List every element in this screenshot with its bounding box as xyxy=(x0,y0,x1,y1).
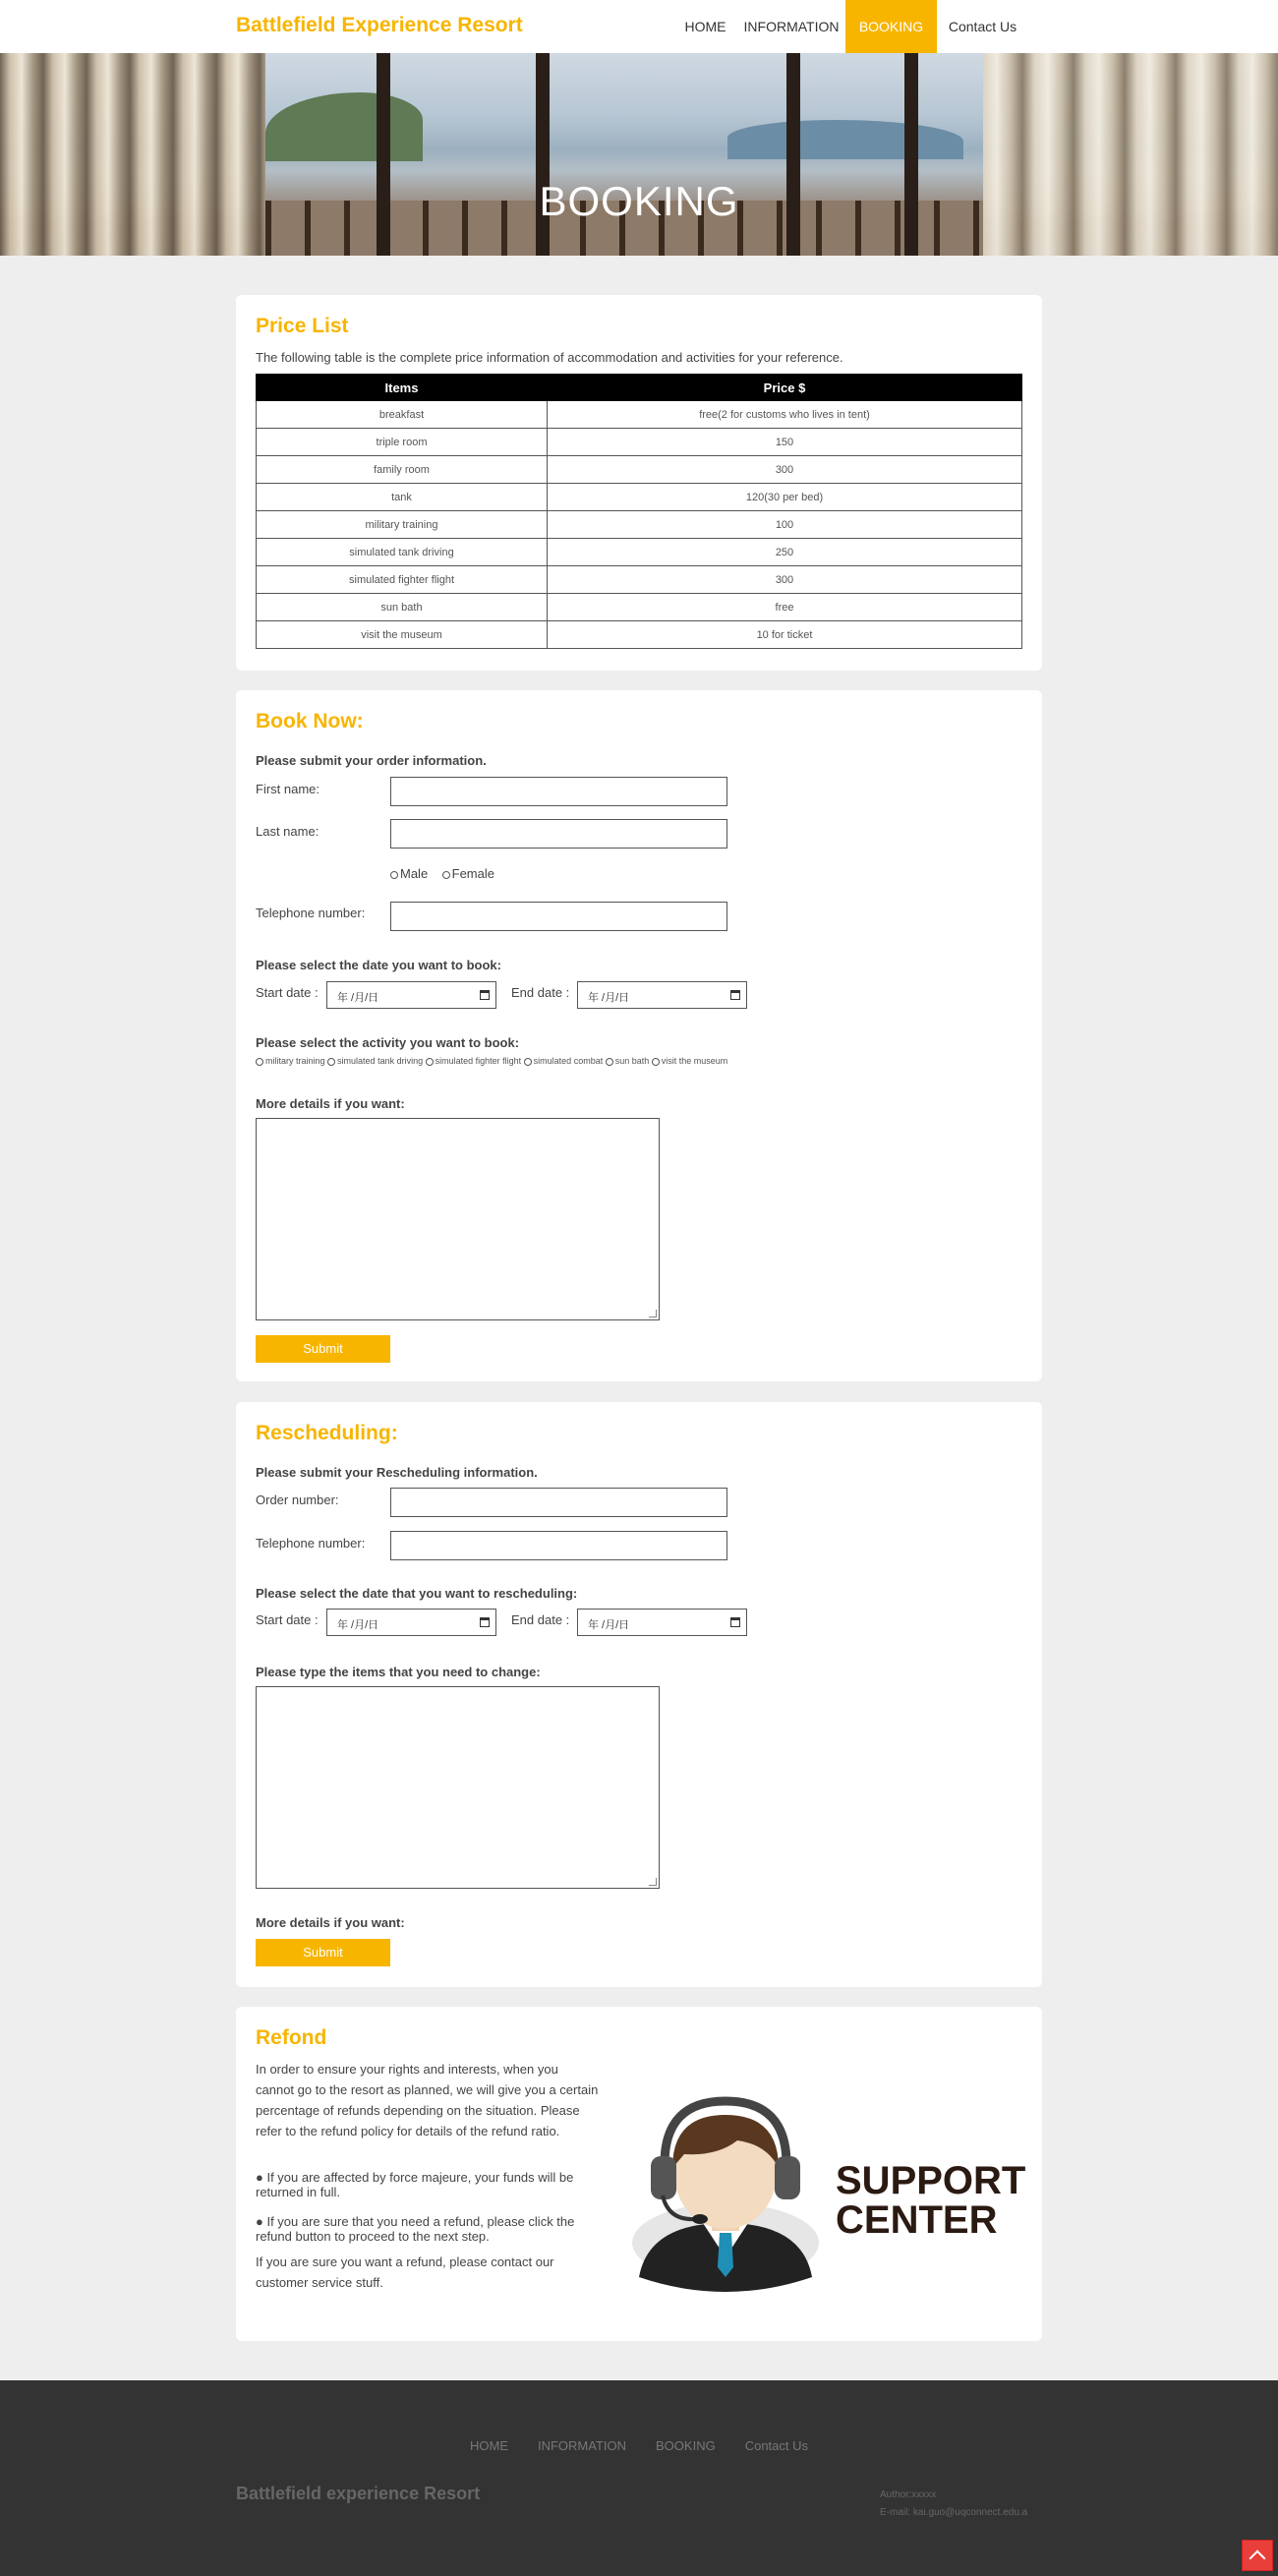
rescheduling-card xyxy=(236,1402,1042,1987)
footer xyxy=(0,2380,1278,2576)
price-list-card xyxy=(236,295,1042,671)
activity-option-label: simulated fighter flight xyxy=(435,1056,522,1066)
table-row xyxy=(257,429,1022,456)
footer-nav xyxy=(0,2438,1278,2453)
headset-mic-icon xyxy=(692,2214,708,2224)
date-placeholder: 年 /月/日 xyxy=(588,1619,630,1631)
chevron-up-icon xyxy=(1249,2550,1266,2567)
footer-nav-contact[interactable]: Contact Us xyxy=(744,2438,809,2453)
book-submit-button[interactable]: Submit xyxy=(256,1335,390,1363)
reschedule-telephone-input[interactable] xyxy=(390,1531,727,1560)
book-subtitle: Please submit your order information. xyxy=(256,753,487,768)
table-row xyxy=(257,566,1022,594)
hero-banner xyxy=(0,53,1278,256)
table-cell-item: military training xyxy=(257,511,548,539)
hero-window-frame xyxy=(786,53,800,256)
table-cell-price: 10 for ticket xyxy=(548,621,1022,649)
footer-author: Author:xxxxx xyxy=(880,2489,937,2500)
date-placeholder: 年 /月/日 xyxy=(337,1619,379,1631)
support-line-1: SUPPORT xyxy=(836,2159,1026,2202)
end-date-input[interactable] xyxy=(577,981,747,1009)
reschedule-details-heading: More details if you want: xyxy=(256,1915,405,1930)
refund-paragraph-4: If you are sure you want a refund, please contact our customer service stuff. xyxy=(256,2254,554,2290)
header xyxy=(0,0,1278,53)
reschedule-subtitle: Please submit your Rescheduling information. xyxy=(256,1465,538,1480)
nav-contact[interactable]: Contact Us xyxy=(948,19,1017,34)
activity-option-radio[interactable] xyxy=(426,1058,434,1066)
end-date-label: End date : xyxy=(511,985,570,1000)
table-cell-price: 120(30 per bed) xyxy=(548,484,1022,511)
reschedule-start-date-label: Start date : xyxy=(256,1612,319,1627)
activity-option-radio[interactable] xyxy=(652,1058,660,1066)
hero-hill-far xyxy=(727,120,963,159)
brand-logo[interactable]: Battlefield Experience Resort xyxy=(236,14,523,36)
reschedule-items-textarea[interactable] xyxy=(256,1686,660,1889)
refund-paragraph-1: In order to ensure your rights and interests, when you cannot go to the resort as planned, we will give you a certain percentage of refunds depending on the situation. Please refer to the refund policy for details of the refund ratio. xyxy=(256,2062,599,2138)
reschedule-end-date-input[interactable] xyxy=(577,1609,747,1636)
refund-card xyxy=(236,2007,1042,2341)
first-name-label: First name: xyxy=(256,782,320,796)
table-row xyxy=(257,594,1022,621)
table-header-price: Price $ xyxy=(548,375,1022,401)
start-date-label: Start date : xyxy=(256,985,319,1000)
support-line-2: CENTER xyxy=(836,2198,998,2242)
table-row xyxy=(257,401,1022,429)
table-cell-item: breakfast xyxy=(257,401,548,429)
reschedule-submit-button[interactable]: Submit xyxy=(256,1939,390,1966)
activity-heading: Please select the activity you want to book: xyxy=(256,1035,520,1050)
book-details-textarea[interactable] xyxy=(256,1118,660,1320)
male-radio[interactable] xyxy=(390,871,398,879)
reschedule-date-heading: Please select the date that you want to rescheduling: xyxy=(256,1586,578,1601)
headset-left-ear xyxy=(651,2156,676,2199)
table-cell-item: triple room xyxy=(257,429,548,456)
table-cell-price: free(2 for customs who lives in tent) xyxy=(548,401,1022,429)
table-header-row xyxy=(257,375,1022,401)
book-date-heading: Please select the date you want to book: xyxy=(256,958,501,972)
telephone-input[interactable] xyxy=(390,902,727,931)
resize-grip-icon[interactable] xyxy=(649,1310,657,1317)
activity-option-label: visit the museum xyxy=(661,1056,728,1066)
telephone-label: Telephone number: xyxy=(256,906,366,920)
hero-window-frame xyxy=(536,53,550,256)
price-table xyxy=(256,374,1022,649)
table-cell-price: free xyxy=(548,594,1022,621)
footer-email: E-mail: kai.guo@uqconnect.edu.a xyxy=(880,2507,1028,2518)
order-number-input[interactable] xyxy=(390,1488,727,1517)
female-label: Female xyxy=(451,866,494,881)
price-list-intro: The following table is the complete price information of accommodation and activities for your reference. xyxy=(256,350,843,365)
activity-option-label: simulated combat xyxy=(533,1056,604,1066)
resize-grip-icon[interactable] xyxy=(649,1878,657,1886)
table-row xyxy=(257,456,1022,484)
table-header-items: Items xyxy=(257,375,548,401)
table-row xyxy=(257,621,1022,649)
table-cell-price: 300 xyxy=(548,566,1022,594)
activity-option-radio[interactable] xyxy=(524,1058,532,1066)
table-cell-item: visit the museum xyxy=(257,621,548,649)
nav-home[interactable]: HOME xyxy=(684,19,726,34)
footer-nav-information[interactable]: INFORMATION xyxy=(537,2438,627,2453)
reschedule-end-date-label: End date : xyxy=(511,1612,570,1627)
activity-option-label: simulated tank driving xyxy=(337,1056,424,1066)
footer-brand: Battlefield experience Resort xyxy=(236,2484,481,2503)
main-nav xyxy=(673,0,1028,53)
activity-checklist xyxy=(256,1056,727,1066)
table-cell-item: tank xyxy=(257,484,548,511)
reschedule-start-date-input[interactable] xyxy=(326,1609,496,1636)
back-to-top-button[interactable] xyxy=(1242,2540,1273,2571)
footer-nav-booking[interactable]: BOOKING xyxy=(656,2438,716,2453)
activity-option-radio[interactable] xyxy=(606,1058,613,1066)
last-name-input[interactable] xyxy=(390,819,727,849)
table-cell-item: simulated tank driving xyxy=(257,539,548,566)
support-center-illustration xyxy=(629,2085,1026,2292)
table-cell-item: family room xyxy=(257,456,548,484)
female-radio[interactable] xyxy=(442,871,450,879)
price-list-title: Price List xyxy=(256,315,349,337)
table-cell-price: 250 xyxy=(548,539,1022,566)
table-cell-price: 150 xyxy=(548,429,1022,456)
last-name-label: Last name: xyxy=(256,824,320,839)
hero-window-frame xyxy=(377,53,390,256)
nav-information[interactable]: INFORMATION xyxy=(743,19,840,34)
hero-hill xyxy=(265,92,423,161)
activity-option-radio[interactable] xyxy=(256,1058,263,1066)
first-name-input[interactable] xyxy=(390,777,727,806)
order-number-label: Order number: xyxy=(256,1493,339,1507)
footer-nav-home[interactable]: HOME xyxy=(469,2438,508,2453)
hero-curtain-right xyxy=(983,53,1278,256)
hero-title: BOOKING xyxy=(539,178,739,224)
book-details-heading: More details if you want: xyxy=(256,1096,405,1111)
calendar-icon[interactable] xyxy=(480,990,490,1000)
gender-radio-group xyxy=(390,866,494,881)
refund-paragraph-2: ● If you are affected by force majeure, your funds will be returned in full. xyxy=(256,2170,574,2199)
table-cell-price: 300 xyxy=(548,456,1022,484)
refund-paragraph-3: ● If you are sure that you need a refund, please click the refund button to proceed to the next step. xyxy=(256,2214,575,2244)
headset-right-ear xyxy=(775,2156,800,2199)
activity-option-radio[interactable] xyxy=(327,1058,335,1066)
male-label: Male xyxy=(400,866,429,881)
book-now-title: Book Now: xyxy=(256,710,364,732)
refund-title: Refond xyxy=(256,2026,327,2049)
start-date-input[interactable] xyxy=(326,981,496,1009)
date-placeholder: 年 /月/日 xyxy=(337,992,379,1004)
activity-option-label: sun bath xyxy=(614,1056,650,1066)
items-heading: Please type the items that you need to change: xyxy=(256,1665,541,1679)
date-placeholder: 年 /月/日 xyxy=(588,992,630,1004)
table-row xyxy=(257,511,1022,539)
hero-window-frame xyxy=(904,53,918,256)
activity-option-label: military training xyxy=(265,1056,325,1066)
table-row xyxy=(257,484,1022,511)
book-now-card xyxy=(236,690,1042,1381)
hero-curtain-left xyxy=(0,53,265,256)
table-row xyxy=(257,539,1022,566)
table-cell-item: sun bath xyxy=(257,594,548,621)
calendar-icon[interactable] xyxy=(480,1617,490,1627)
calendar-icon[interactable] xyxy=(730,990,740,1000)
reschedule-telephone-label: Telephone number: xyxy=(256,1536,366,1551)
nav-booking[interactable]: BOOKING xyxy=(845,0,937,53)
calendar-icon[interactable] xyxy=(730,1617,740,1627)
table-cell-item: simulated fighter flight xyxy=(257,566,548,594)
rescheduling-title: Rescheduling: xyxy=(256,1422,398,1444)
table-cell-price: 100 xyxy=(548,511,1022,539)
